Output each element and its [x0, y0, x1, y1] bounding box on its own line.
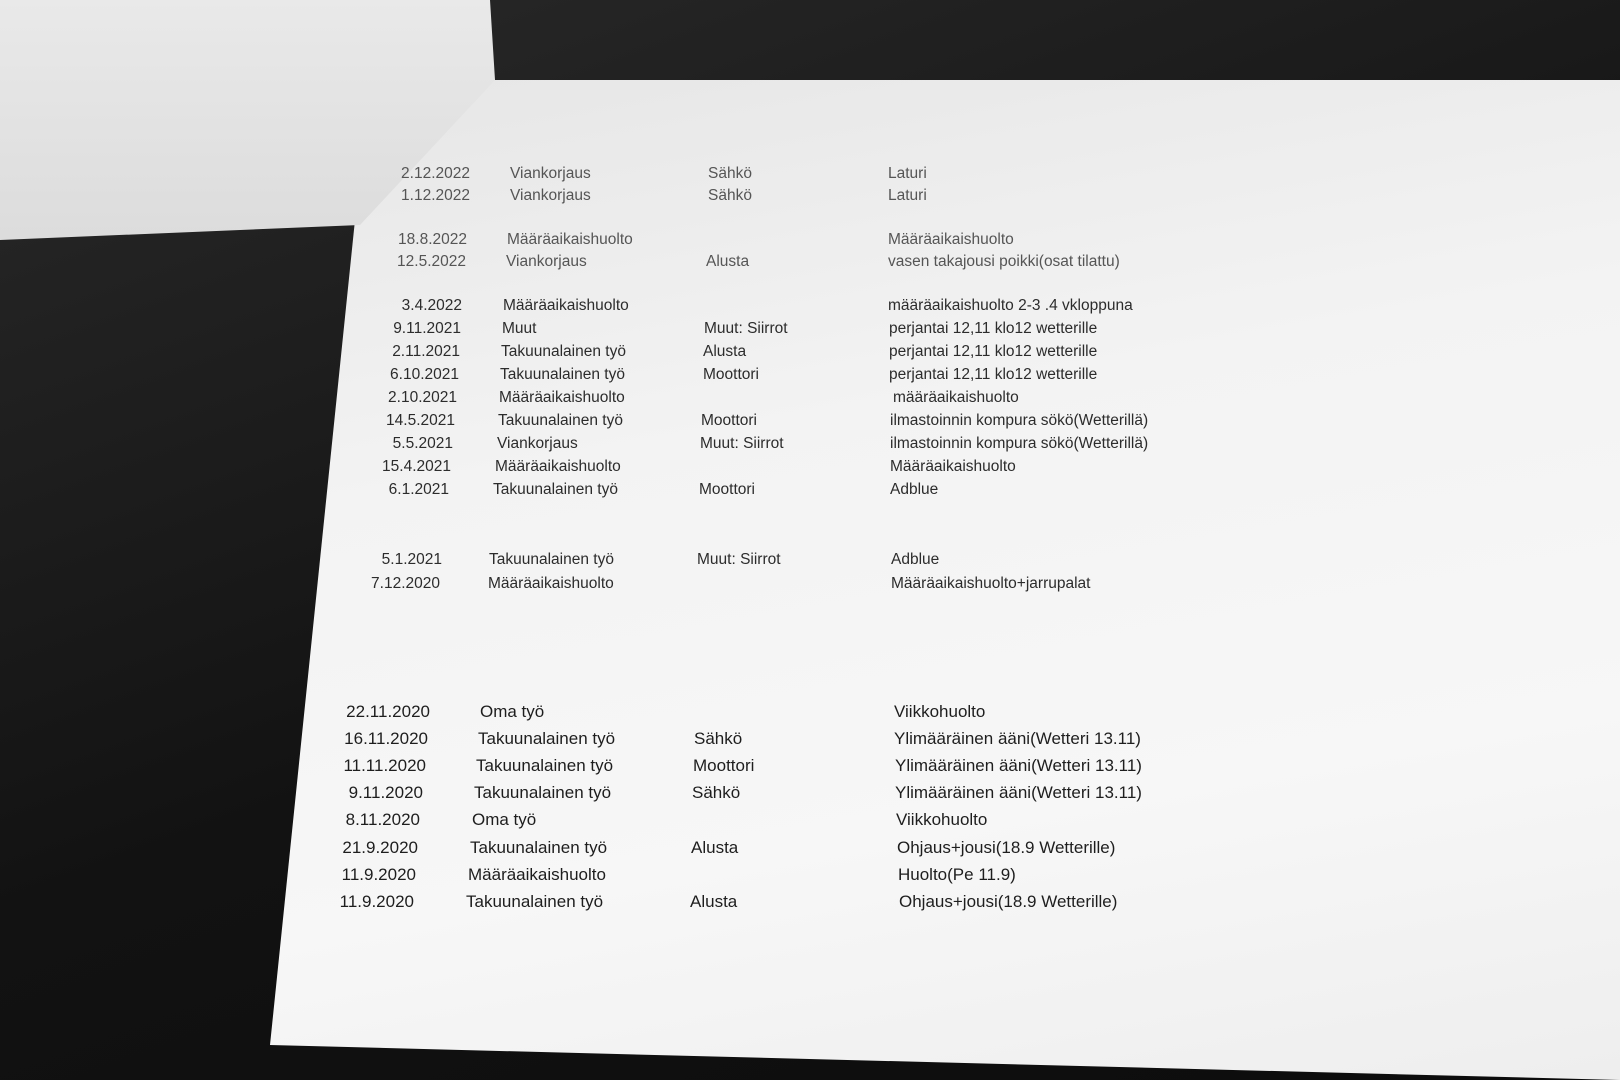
row-description: Adblue — [891, 551, 940, 568]
row-category: Sähkö — [694, 729, 743, 748]
row-description: Ylimääräinen ääni(Wetteri 13.11) — [895, 756, 1142, 775]
row-description: Adblue — [890, 481, 939, 498]
row-date: 3.4.2022 — [401, 297, 462, 314]
row-description: ilmastoinnin kompura sökö(Wetterillä) — [890, 412, 1149, 429]
row-description: Ylimääräinen ääni(Wetteri 13.11) — [894, 729, 1141, 748]
row-work-type: Muut — [502, 320, 537, 337]
row-work-type: Viankorjaus — [510, 165, 591, 182]
row-description: määräaikaishuolto — [893, 389, 1019, 406]
row-description: Laturi — [888, 165, 927, 182]
row-work-type: Takuunalainen työ — [500, 366, 625, 383]
row-category: Alusta — [706, 253, 750, 270]
row-date: 6.10.2021 — [390, 366, 459, 383]
row-description: Viikkohuolto — [894, 702, 986, 721]
row-category: Sähkö — [708, 187, 752, 204]
row-date: 11.9.2020 — [341, 865, 416, 884]
row-work-type: Takuunalainen työ — [493, 481, 618, 498]
row-description: Määräaikaishuolto — [890, 458, 1016, 475]
row-description: Ohjaus+jousi(18.9 Wetterille) — [899, 892, 1118, 911]
row-category: Moottori — [693, 756, 755, 775]
row-work-type: Määräaikaishuolto — [503, 297, 629, 314]
row-date: 18.8.2022 — [398, 231, 467, 248]
row-date: 9.11.2020 — [348, 783, 423, 802]
row-description: määräaikaishuolto 2-3 .4 vkloppuna — [888, 297, 1133, 314]
row-date: 16.11.2020 — [344, 729, 428, 748]
row-work-type: Määräaikaishuolto — [495, 458, 621, 475]
row-date: 2.11.2021 — [392, 343, 460, 360]
row-work-type: Takuunalainen työ — [489, 551, 614, 568]
row-description: perjantai 12,11 klo12 wetterille — [889, 366, 1098, 383]
row-description: Ohjaus+jousi(18.9 Wetterille) — [897, 838, 1116, 857]
row-work-type: Takuunalainen työ — [501, 343, 626, 360]
row-category: Muut: Siirrot — [704, 320, 788, 337]
row-work-type: Määräaikaishuolto — [507, 231, 633, 248]
row-category: Alusta — [690, 892, 738, 911]
row-work-type: Viankorjaus — [506, 253, 587, 270]
row-description: Huolto(Pe 11.9) — [898, 865, 1016, 884]
row-date: 2.10.2021 — [388, 389, 457, 406]
row-work-type: Määräaikaishuolto — [499, 389, 625, 406]
row-category: Alusta — [703, 343, 747, 360]
row-date: 9.11.2021 — [393, 320, 461, 337]
row-date: 14.5.2021 — [386, 412, 455, 429]
row-description: Viikkohuolto — [896, 810, 988, 829]
row-category: Moottori — [703, 366, 759, 383]
row-description: Laturi — [888, 187, 927, 204]
row-date: 21.9.2020 — [342, 838, 418, 857]
row-category: Alusta — [691, 838, 739, 857]
row-description: Määräaikaishuolto — [888, 231, 1014, 248]
row-category: Sähkö — [692, 783, 741, 802]
row-description: Ylimääräinen ääni(Wetteri 13.11) — [895, 783, 1142, 802]
row-category: Muut: Siirrot — [700, 435, 784, 452]
row-description: perjantai 12,11 klo12 wetterille — [889, 343, 1098, 360]
row-date: 5.5.2021 — [392, 435, 453, 452]
row-date: 2.12.2022 — [401, 165, 470, 182]
row-work-type: Takuunalainen työ — [474, 783, 612, 802]
row-category: Moottori — [701, 412, 757, 429]
row-date: 5.1.2021 — [381, 551, 442, 568]
row-category: Muut: Siirrot — [697, 551, 781, 568]
row-category: Moottori — [699, 481, 755, 498]
row-date: 22.11.2020 — [346, 702, 430, 721]
row-work-type: Takuunalainen työ — [478, 729, 616, 748]
row-date: 8.11.2020 — [345, 810, 420, 829]
row-date: 15.4.2021 — [382, 458, 451, 475]
row-work-type: Oma työ — [480, 702, 545, 721]
row-date: 6.1.2021 — [388, 481, 449, 498]
row-category: Sähkö — [708, 165, 752, 182]
row-date: 11.9.2020 — [339, 892, 414, 911]
row-work-type: Takuunalainen työ — [466, 892, 604, 911]
row-work-type: Viankorjaus — [497, 435, 578, 452]
row-work-type: Takuunalainen työ — [470, 838, 608, 857]
row-description: Määräaikaishuolto+jarrupalat — [891, 575, 1091, 592]
row-work-type: Oma työ — [472, 810, 537, 829]
row-description: vasen takajousi poikki(osat tilattu) — [888, 253, 1120, 270]
row-date: 11.11.2020 — [343, 756, 426, 775]
row-work-type: Määräaikaishuolto — [488, 575, 614, 592]
row-work-type: Takuunalainen työ — [498, 412, 623, 429]
row-work-type: Viankorjaus — [510, 187, 591, 204]
row-description: ilmastoinnin kompura sökö(Wetterillä) — [890, 435, 1149, 452]
row-work-type: Määräaikaishuolto — [468, 865, 606, 884]
row-date: 7.12.2020 — [371, 575, 440, 592]
row-work-type: Takuunalainen työ — [476, 756, 614, 775]
row-description: perjantai 12,11 klo12 wetterille — [889, 320, 1098, 337]
row-date: 12.5.2022 — [397, 253, 466, 270]
row-date: 1.12.2022 — [401, 187, 470, 204]
